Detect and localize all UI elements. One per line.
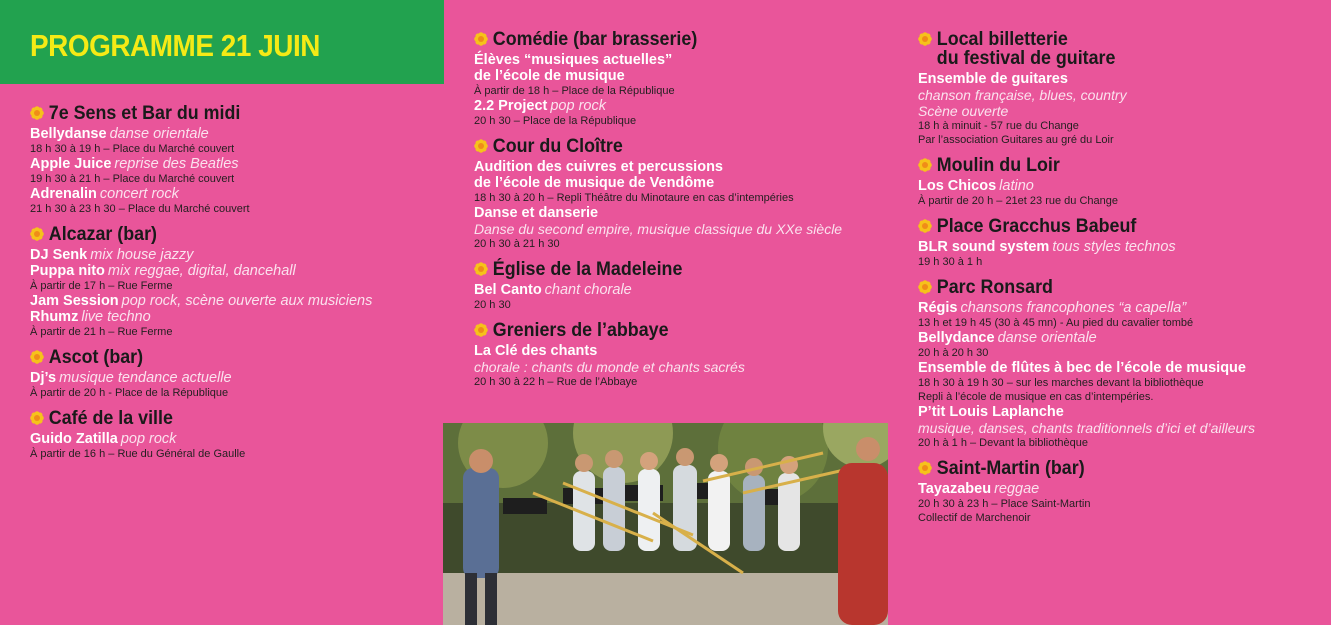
venue-name: Alcazar (bar) (48, 224, 158, 245)
artist-name: P’tit Louis Laplanche (918, 404, 1064, 420)
event-description: chanson française, blues, country (918, 87, 1127, 103)
event-item (918, 178, 1330, 208)
venue-block (474, 260, 894, 312)
trombone-ensemble-photo (443, 423, 888, 625)
event-item (474, 52, 894, 98)
event-title (474, 343, 894, 359)
venue-block (30, 409, 440, 461)
venue-name: Cour du Cloître (492, 136, 623, 157)
venue-heading (30, 409, 440, 428)
event-item (30, 293, 440, 309)
artist-name: Régis (918, 300, 958, 316)
artist-name: Bel Canto (474, 282, 542, 298)
genre-label: chant chorale (544, 282, 632, 298)
event-description: musique, danses, chants traditionnels d’ici et d’ailleurs (918, 420, 1255, 436)
event-list (30, 431, 440, 461)
event-title (918, 330, 1330, 346)
event-title (30, 293, 440, 309)
venue-heading (30, 104, 440, 123)
event-item (30, 126, 440, 156)
venue-name: Comédie (bar brasserie) (492, 29, 698, 50)
venue-block (474, 30, 894, 128)
genre-label: pop rock (120, 431, 177, 447)
venue-block (918, 217, 1330, 269)
event-time-place: 18 h 30 à 20 h – Repli Théâtre du Minotaure en cas d’intempéries (474, 192, 794, 204)
genre-label: concert rock (99, 186, 179, 202)
genre-label: pop rock (550, 98, 606, 114)
event-item (30, 370, 440, 400)
venue-name: Local billetterie (936, 29, 1068, 50)
venue-name: Église de la Madeleine (492, 259, 683, 280)
event-title (30, 263, 440, 279)
event-title (30, 126, 440, 142)
artist-name: Guido Zatilla (30, 431, 118, 447)
event-title (918, 239, 1330, 255)
event-time-place: À partir de 17 h – Rue Ferme (30, 280, 173, 292)
venue-heading (474, 137, 894, 156)
event-time-place: 20 h 30 (474, 299, 511, 311)
venue-name-cont: du festival de guitare (936, 48, 1116, 69)
venue-heading (918, 30, 1330, 68)
event-title (30, 247, 440, 263)
event-time-place: Collectif de Marchenoir (918, 512, 1031, 524)
event-title (918, 71, 1330, 87)
event-title (474, 159, 894, 175)
genre-label: musique tendance actuelle (59, 370, 232, 386)
artist-name: Jam Session (30, 293, 119, 309)
event-item (30, 309, 440, 339)
venue-name: Parc Ronsard (936, 277, 1053, 298)
event-time-place: 18 h 30 à 19 h 30 – sur les marches devant la bibliothèque (918, 377, 1204, 389)
event-title-cont (474, 68, 894, 84)
artist-name: La Clé des chants (474, 343, 598, 359)
event-item (918, 330, 1330, 360)
venue-heading (474, 30, 894, 49)
event-title (30, 370, 440, 386)
event-time-place: 20 h 30 à 22 h – Rue de l’Abbaye (474, 376, 638, 388)
event-title (918, 360, 1330, 376)
venue-block (918, 459, 1330, 525)
venue-heading (918, 278, 1330, 297)
venue-block (918, 278, 1330, 450)
event-title (30, 156, 440, 172)
event-time-place: Repli à l’école de musique en cas d’intempéries. (918, 391, 1154, 403)
event-time-place: À partir de 18 h – Place de la République (474, 85, 675, 97)
event-title-cont (474, 175, 894, 191)
venue-heading (30, 225, 440, 244)
artist-name: BLR sound system (918, 239, 1050, 255)
venue-block (30, 225, 440, 339)
event-title (30, 186, 440, 202)
title-banner (0, 0, 444, 84)
venue-name: Greniers de l’abbaye (492, 320, 669, 341)
program-column-2 (474, 30, 894, 398)
venue-heading (918, 459, 1330, 478)
event-item (30, 186, 440, 216)
event-time-place: 20 h à 1 h – Devant la bibliothèque (918, 437, 1089, 449)
venue-name: 7e Sens et Bar du midi (48, 103, 241, 124)
event-time-place: 13 h et 19 h 45 (30 à 45 mn) - Au pied du cavalier tombé (918, 317, 1194, 329)
event-time-place: 19 h 30 à 1 h (918, 256, 983, 268)
artist-name: Élèves “musiques actuelles” (474, 52, 673, 68)
genre-label: reprise des Beatles (114, 156, 239, 172)
event-item (30, 247, 440, 263)
event-time-place: À partir de 21 h – Rue Ferme (30, 326, 173, 338)
event-title (918, 178, 1330, 194)
event-item (30, 263, 440, 293)
genre-label: reggae (994, 481, 1040, 497)
venue-block (30, 104, 440, 216)
artist-name: Tayazabeu (918, 481, 992, 497)
artist-name: Bellydanse (30, 126, 107, 142)
artist-name: Puppa nito (30, 263, 105, 279)
genre-label: mix reggae, digital, dancehall (107, 263, 296, 279)
event-item (474, 343, 894, 389)
event-list (30, 126, 440, 216)
event-title (474, 282, 894, 298)
genre-label: danse orientale (997, 330, 1097, 346)
event-time-place: 19 h 30 à 21 h – Place du Marché couvert (30, 173, 235, 185)
concert-photo (443, 423, 888, 625)
event-description: Scène ouverte (918, 103, 1009, 119)
event-title (918, 404, 1330, 420)
venue-heading (918, 217, 1330, 236)
artist-name: Adrenalin (30, 186, 97, 202)
program-column-1 (30, 104, 440, 470)
venue-name: Ascot (bar) (48, 347, 144, 368)
event-description: Danse du second empire, musique classique du XXe siècle (474, 221, 843, 237)
artist-name: Audition des cuivres et percussions (474, 159, 723, 175)
event-item (918, 239, 1330, 269)
venue-name: Moulin du Loir (936, 155, 1060, 176)
event-list (474, 343, 894, 389)
event-time-place: 20 h 30 – Place de la République (474, 115, 637, 127)
event-item (918, 360, 1330, 404)
event-time-place: 18 h à minuit - 57 rue du Change (918, 120, 1079, 132)
page-title: PROGRAMME 21 JUIN (30, 28, 321, 63)
event-time-place: 21 h 30 à 23 h 30 – Place du Marché couvert (30, 203, 250, 215)
event-item (30, 156, 440, 186)
event-list (30, 247, 440, 339)
event-list (918, 178, 1330, 208)
event-time-place: Par l’association Guitares au gré du Loir (918, 134, 1114, 146)
event-title (918, 300, 1330, 316)
artist-name-cont: de l’école de musique de Vendôme (474, 175, 715, 191)
event-item (918, 481, 1330, 525)
program-column-3 (918, 30, 1330, 534)
event-item (474, 205, 894, 251)
event-title (474, 98, 894, 114)
event-title (474, 205, 894, 221)
venue-heading (918, 156, 1330, 175)
venue-block (918, 30, 1330, 147)
event-title (918, 481, 1330, 497)
event-item (918, 71, 1330, 147)
event-time-place: À partir de 20 h - Place de la République (30, 387, 229, 399)
artist-name: Los Chicos (918, 178, 997, 194)
artist-name: DJ Senk (30, 247, 88, 263)
event-time-place: 20 h 30 à 23 h – Place Saint-Martin (918, 498, 1091, 510)
genre-label: mix house jazzy (90, 247, 194, 263)
venue-heading (474, 260, 894, 279)
event-title (30, 309, 440, 325)
event-title (474, 52, 894, 68)
event-time-place: 20 h 30 à 21 h 30 (474, 238, 560, 250)
event-description: chorale : chants du monde et chants sacrés (474, 359, 745, 375)
event-item (474, 282, 894, 312)
event-title (30, 431, 440, 447)
artist-name-cont: de l’école de musique (474, 68, 625, 84)
artist-name: Rhumz (30, 309, 79, 325)
genre-label: chansons francophones “a capella” (960, 300, 1187, 316)
venue-block (918, 156, 1330, 208)
artist-name: Ensemble de flûtes à bec de l’école de musique (918, 360, 1246, 376)
genre-label: latino (999, 178, 1034, 194)
event-item (474, 98, 894, 128)
artist-name: Dj’s (30, 370, 57, 386)
event-list (918, 71, 1330, 147)
genre-label: live techno (81, 309, 151, 325)
venue-block (474, 321, 894, 389)
event-list (918, 239, 1330, 269)
event-item (30, 431, 440, 461)
artist-name: Bellydance (918, 330, 995, 346)
event-list (474, 159, 894, 251)
genre-label: danse orientale (109, 126, 209, 142)
venue-name: Saint-Martin (bar) (936, 458, 1085, 479)
venue-block (474, 137, 894, 251)
event-item (918, 404, 1330, 450)
event-time-place: À partir de 20 h – 21et 23 rue du Change (918, 195, 1118, 207)
genre-label: tous styles technos (1052, 239, 1176, 255)
event-list (474, 282, 894, 312)
event-list (474, 52, 894, 128)
event-time-place: 20 h à 20 h 30 (918, 347, 989, 359)
event-list (30, 370, 440, 400)
venue-block (30, 348, 440, 400)
artist-name: 2.2 Project (474, 98, 548, 114)
venue-name: Place Gracchus Babeuf (936, 216, 1137, 237)
event-list (918, 300, 1330, 450)
venue-heading (474, 321, 894, 340)
artist-name: Apple Juice (30, 156, 112, 172)
genre-label: pop rock, scène ouverte aux musiciens (121, 293, 373, 309)
venue-name: Café de la ville (48, 408, 173, 429)
event-time-place: 18 h 30 à 19 h – Place du Marché couvert (30, 143, 235, 155)
event-time-place: À partir de 16 h – Rue du Général de Gaulle (30, 448, 246, 460)
venue-heading (30, 348, 440, 367)
event-list (918, 481, 1330, 525)
artist-name: Danse et danserie (474, 205, 599, 221)
event-item (474, 159, 894, 205)
artist-name: Ensemble de guitares (918, 71, 1068, 87)
event-item (918, 300, 1330, 330)
